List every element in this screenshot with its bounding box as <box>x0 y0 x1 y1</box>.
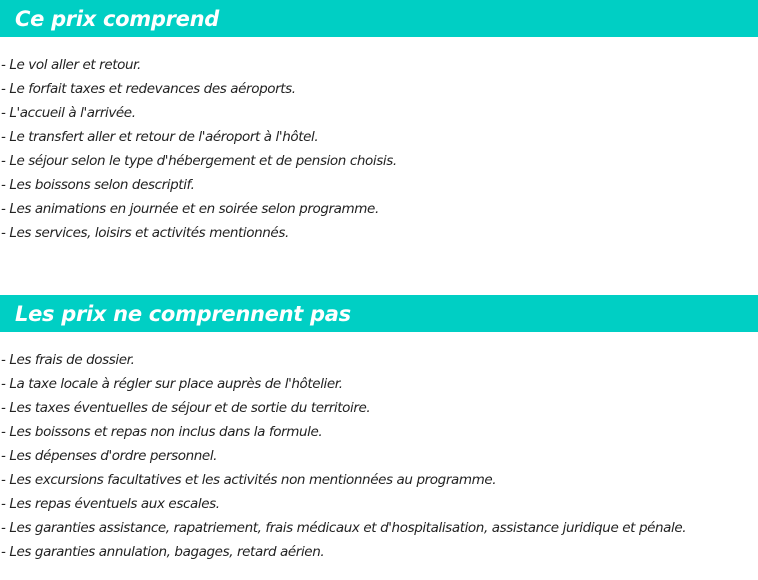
included-item: - Le vol aller et retour. <box>1 57 141 73</box>
included-item: - Les services, loisirs et activités mentionnés. <box>1 225 289 241</box>
included-item: - Le transfert aller et retour de l'aéroport à l'hôtel. <box>1 129 319 145</box>
included-item: - Les boissons selon descriptif. <box>1 177 195 193</box>
excluded-item: - Les dépenses d'ordre personnel. <box>1 448 218 464</box>
included-item: - Les animations en journée et en soirée selon programme. <box>1 201 379 217</box>
excluded-item: - Les excursions facultatives et les activités non mentionnées au programme. <box>1 472 497 488</box>
included-section-header <box>0 0 758 37</box>
included-item: - Le séjour selon le type d'hébergement et de pension choisis. <box>1 153 397 169</box>
excluded-item: - Les boissons et repas non inclus dans la formule. <box>1 424 323 440</box>
excluded-item: - Les frais de dossier. <box>1 352 135 368</box>
included-items-list <box>1 53 397 245</box>
excluded-item: - La taxe locale à régler sur place auprès de l'hôtelier. <box>1 376 343 392</box>
excluded-items-list <box>1 348 686 564</box>
excluded-item: - Les garanties assistance, rapatriement, frais médicaux et d'hospitalisation, assistance juridique et pénale. <box>1 520 687 536</box>
included-item: - Le forfait taxes et redevances des aéroports. <box>1 81 296 97</box>
excluded-section-header <box>0 295 758 332</box>
included-section-title: Ce prix comprend <box>15 6 219 31</box>
excluded-section-title: Les prix ne comprennent pas <box>15 301 351 326</box>
excluded-item: - Les taxes éventuelles de séjour et de sortie du territoire. <box>1 400 371 416</box>
excluded-item: - Les repas éventuels aux escales. <box>1 496 220 512</box>
excluded-item: - Les garanties annulation, bagages, retard aérien. <box>1 544 325 560</box>
included-item: - L'accueil à l'arrivée. <box>1 105 136 121</box>
